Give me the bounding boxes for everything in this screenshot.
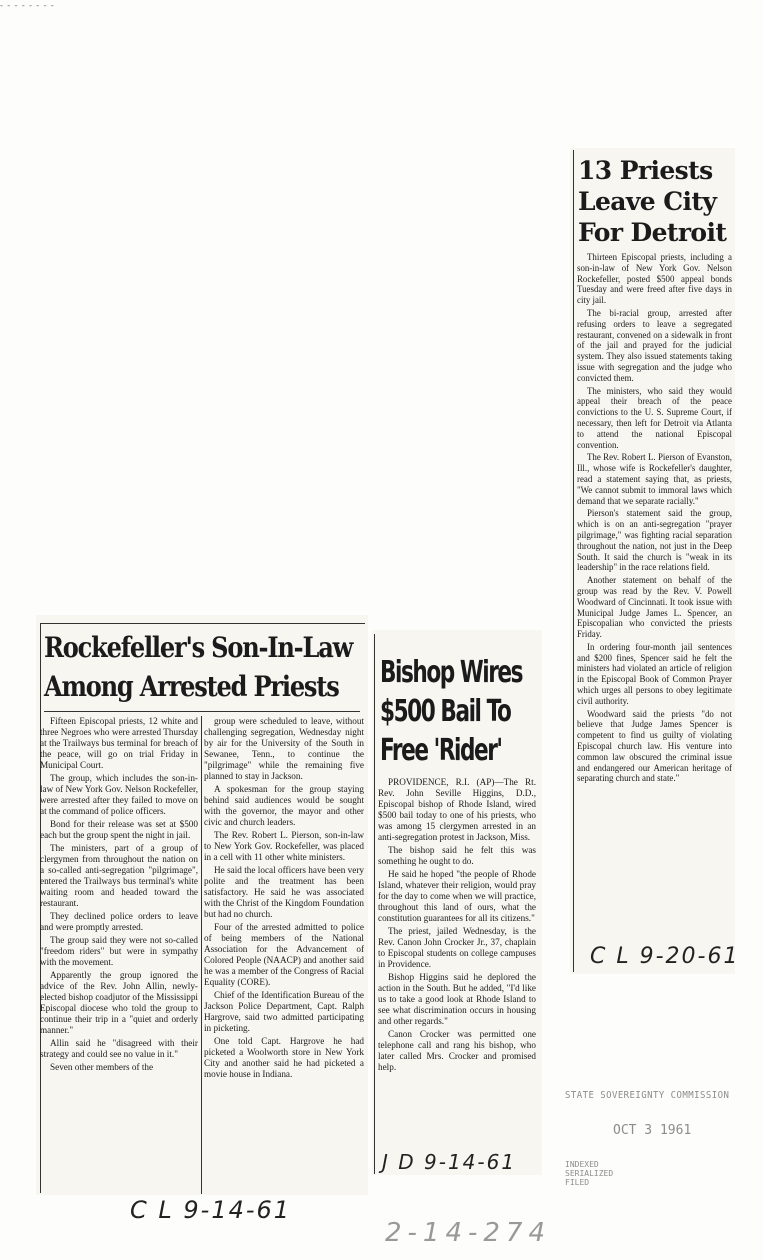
file-number: 2-14-274 (385, 1218, 552, 1248)
right-paragraph: The bi-racial group, arrested after refusing orders to leave a segregated restaurant, convened on a sidewalk in front of the jail and prayed for the judicial system. They also issued statements taking issue with segregation and the judge who convicted them. (577, 307, 732, 383)
left-col2-paragraph: He said the local officers have been very polite and the treatment has been satisfactory. He said he was associated with the Christ of the Kingdom Foundation but had no church. (204, 865, 364, 919)
left-article-column-1 (40, 716, 198, 1196)
right-article-body (577, 252, 732, 942)
left-col1-paragraph: The group, which includes the son-in-law of New York Gov. Nelson Rockefeller, were arrested after they failed to move on at the command of police officers. (40, 773, 198, 816)
stamp-agency-line: STATE SOVEREIGNTY COMMISSION (565, 1090, 730, 1101)
left-article-headline (44, 628, 353, 712)
middle-headline-line-1: Bishop Wires (380, 655, 523, 690)
stamp-date-line: OCT 3 1961 (613, 1123, 692, 1138)
left-headline-line-2: Among Arrested Priests (44, 670, 339, 703)
left-article-top-rule (40, 623, 365, 624)
middle-handwritten-date: J D 9-14-61 (382, 1150, 517, 1174)
right-paragraph: The Rev. Robert L. Pierson of Evanston, Ill., whose wife is Rockefeller's daughter, read a statement saying that, as priests, "We cannot submit to immoral laws which demand that we separate racially." (577, 452, 732, 506)
left-col1-paragraph: The group said they were not so-called "freedom riders" but were in sympathy with the movement. (40, 935, 198, 967)
middle-headline-line-3: Free 'Rider' (380, 733, 502, 768)
middle-headline-line-2: $500 Bail To (380, 694, 511, 729)
middle-paragraph: The bishop said he felt this was something he ought to do. (378, 845, 536, 866)
left-col1-paragraph: Bond for their release was set at $500 each but the group spent the night in jail. (40, 819, 198, 840)
left-col2-paragraph: The Rev. Robert L. Pierson, son-in-law to New York Gov. Rockefeller, was placed in a cell with 11 other white ministers. (204, 830, 364, 862)
middle-article-left-rule (374, 634, 375, 1174)
middle-article-headline (380, 653, 523, 770)
commission-stamp (565, 1090, 755, 1220)
left-col2-paragraph: Four of the arrested admitted to police of being members of the National Association for the Advancement of Colored People (NAACP) and another said he was a member of the Congress of Racial Equality (CORE). (204, 922, 364, 987)
right-paragraph: The ministers, who said they would appeal their breach of the peace convictions to the U. S. Supreme Court, if necessary, then left for Detroit via Atlanta to attend the national Episcopal convention. (577, 385, 732, 450)
right-paragraph: Woodward said the priests "do not believe that Judge James Spencer is competent to find us guilty of violating Episcopal church law. His venture into common law obscured the criminal issue and endangered our American heritage of separating church and state." (577, 708, 732, 784)
left-headline-underline (44, 711, 360, 712)
stamp-labels (565, 1160, 755, 1187)
middle-paragraph: Canon Crocker was permitted one telephone call and rang his bishop, who later called Mrs. Crocker and promised help. (378, 1029, 536, 1072)
left-col1-paragraph: They declined police orders to leave and were promptly arrested. (40, 911, 198, 932)
right-paragraph: Another statement on behalf of the group was read by the Rev. V. Powell Woodward of Cincinnati. It took issue with Municipal Judge James L. Spencer, an Episcopalian who convicted the priests Friday. (577, 575, 732, 640)
stamp-label-indexed: INDEXED (565, 1160, 599, 1169)
middle-paragraph: PROVIDENCE, R.I. (AP)—The Rt. Rev. John Seville Higgins, D.D., Episcopal bishop of Rhode Island, wired $500 bail today to one of his priests, who was among 15 clergymen arrested in an anti-segregation protest in Jackson, Miss. (378, 777, 536, 842)
right-headline-line-2: Leave City (578, 187, 717, 216)
left-col2-paragraph: One told Capt. Hargrove he had picketed a Woolworth store in New York City and another said he had picketed a movie house in Indiana. (204, 1036, 364, 1079)
right-headline-line-3: For Detroit (578, 218, 727, 247)
right-article-headline (578, 155, 738, 248)
left-col1-paragraph: Seven other members of the (50, 1062, 154, 1072)
left-col1-paragraph: The ministers, part of a group of clergymen from throughout the nation on a so-called anti-segregation "pilgrimage", entered the Trailways bus terminal's white waiting room and headed toward the restaurant. (40, 843, 198, 908)
left-column-divider (201, 716, 202, 1194)
right-paragraph: In ordering four-month jail sentences and $200 fines, Spencer said he felt the ministers had violated an article of religion in the Episcopal Book of Common Prayer which urges all persons to obey legitimate civil authority. (577, 641, 732, 706)
left-col2-paragraph: group were scheduled to leave, without challenging segregation, Wednesday night by air for the University of the South in Sewanee, Tenn., to continue the "pilgrimage" while the remaining five planned to stay in Jackson. (204, 716, 364, 781)
middle-paragraph: Bishop Higgins said he deplored the action in the South. But he added, "I'd like us to take a good look at Rhode Island to see what discrimination occurs in housing and other regards." (378, 972, 536, 1026)
right-handwritten-date: C L 9-20-61 (590, 944, 740, 969)
right-article-left-rule (573, 150, 574, 972)
left-handwritten-date: C L 9-14-61 (130, 1196, 292, 1224)
right-headline-line-1: 13 Priests (578, 156, 713, 185)
left-col2-paragraph: Chief of the Identification Bureau of the Jackson Police Department, Capt. Ralph Hargrove, said two admitted participating in picketing. (204, 990, 364, 1033)
right-paragraph: Thirteen Episcopal priests, including a son-in-law of New York Gov. Nelson Rockefeller, posted $500 appeal bonds Tuesday and were freed after five days in city jail. (577, 252, 732, 306)
stamp-label-serialized: SERIALIZED (565, 1169, 614, 1178)
left-col1-paragraph: Apparently the group ignored the advice of the Rev. John Allin, newly-elected bishop coadjutor of the Mississippi Episcopal diocese who told the group to continue their trip in a "quiet and orderly manner." (40, 970, 198, 1035)
left-col2-paragraph: A spokesman for the group staying behind said audiences would be sought with the governor, the mayor and other civic and church leaders. (204, 784, 364, 827)
left-headline-line-1: Rockefeller's Son-In-Law (44, 631, 353, 664)
middle-paragraph: He said he hoped "the people of Rhode Island, whatever their religion, would pray for the day to come when we will practice, throughout this land of ours, what the constitution guarantees for all its citizens." (378, 869, 536, 923)
middle-article-body (378, 777, 536, 1147)
stamp-label-filed: FILED (565, 1178, 590, 1187)
left-col1-paragraph: Allin said he "disagreed with their strategy and could see no value in it." (40, 1038, 198, 1059)
right-paragraph: Pierson's statement said the group, which is on an anti-segregation "prayer pilgrimage," was fighting racial separation throughout the nation, not just in the Deep South. It said the church is "weak in its leadership" in the race relations field. (577, 508, 732, 573)
left-col1-paragraph: Fifteen Episcopal priests, 12 white and three Negroes who were arrested Thursday at the Trailways bus terminal for breach of the peace, will go on trial Friday in Municipal Court. (40, 716, 198, 770)
top-marks: - - - - - - - - (0, 0, 55, 10)
middle-paragraph: The priest, jailed Wednesday, is the Rev. Canon John Crocker Jr., 37, chaplain to Episcopal students on college campuses in Providence. (378, 926, 536, 969)
left-article-column-2 (204, 716, 364, 1196)
